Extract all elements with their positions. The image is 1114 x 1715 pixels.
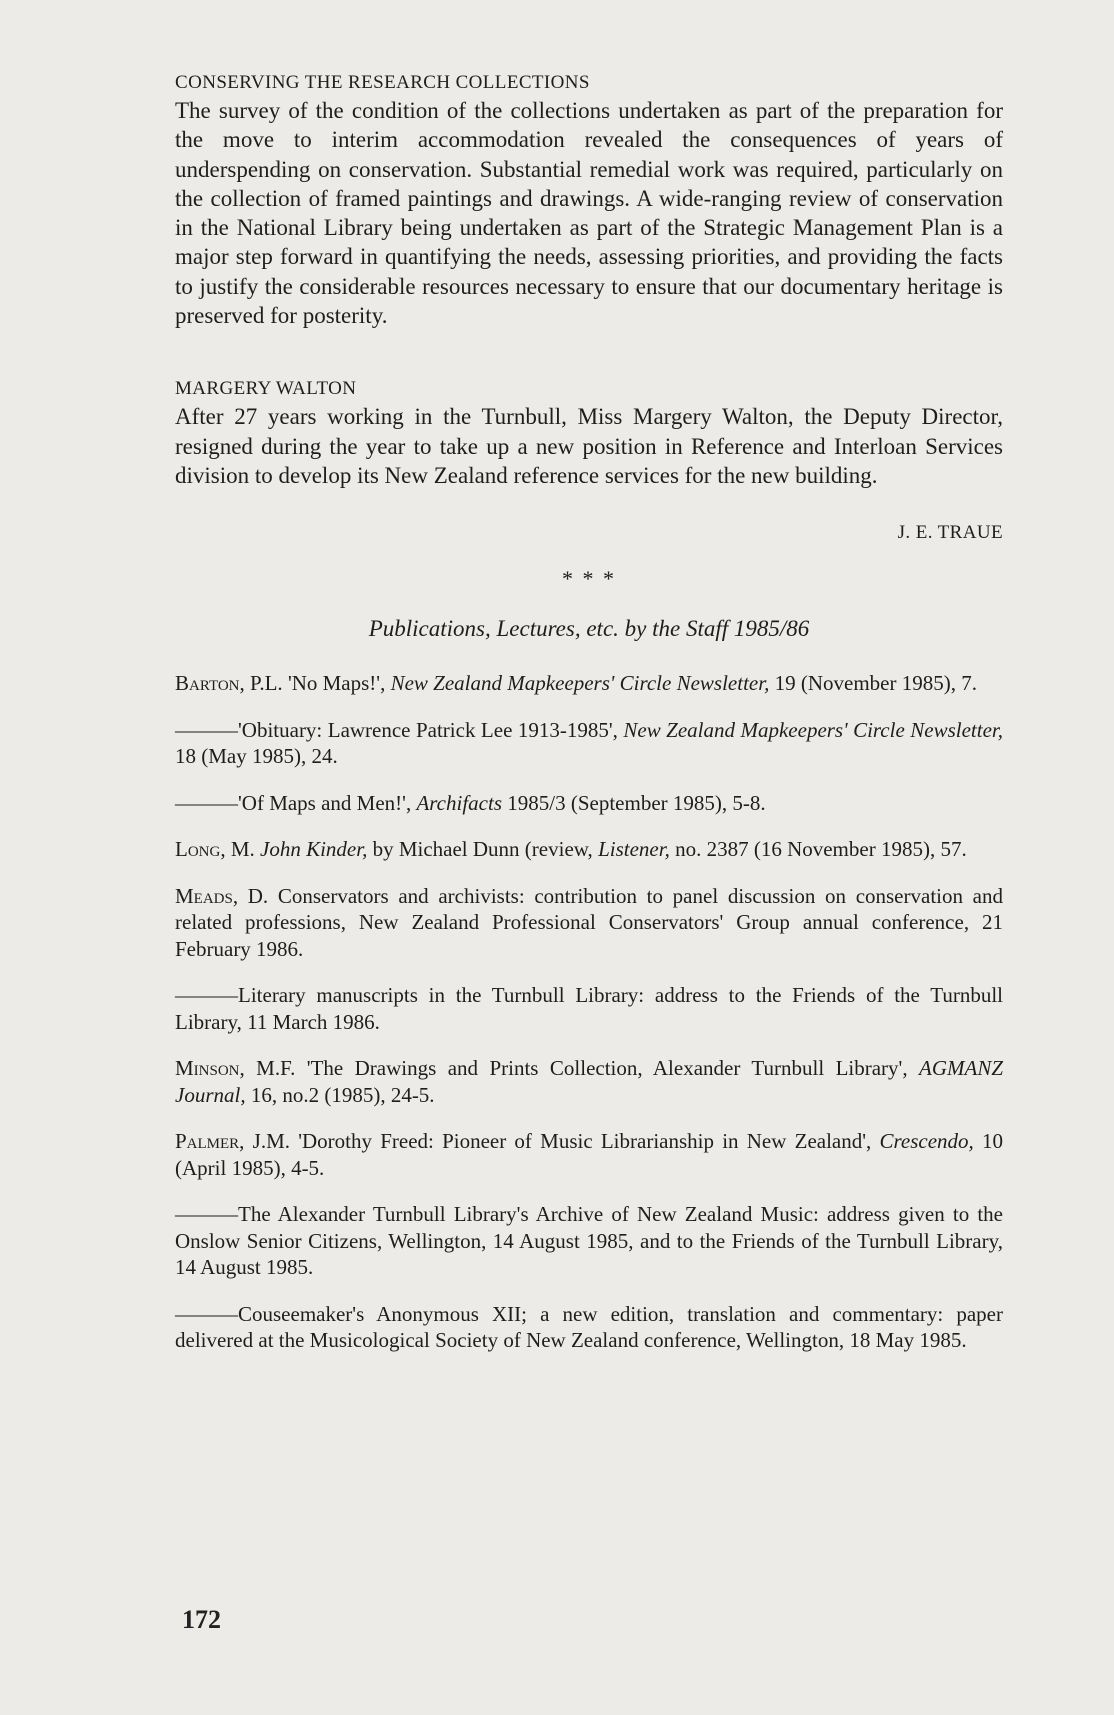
entry-title: Archifacts — [416, 790, 502, 815]
entry-author: Minson, M.F. — [175, 1056, 296, 1081]
publication-entry — [175, 836, 1003, 863]
section-separator: * * * — [562, 566, 616, 592]
entry-text: 'Dorothy Freed: Pioneer of Music Librarianship in New Zealand', — [290, 1129, 880, 1154]
entry-title: Listener, — [598, 837, 670, 862]
entry-author: Barton, P.L. — [175, 671, 283, 696]
publication-list — [175, 670, 1003, 1354]
entry-text: ———The Alexander Turnbull Library's Archive of New Zealand Music: address given to the Onslow Senior Citizens, Wellington, 14 August 1985, and to the Friends of the Turnbull Library, 14 August 1985. — [175, 1202, 1003, 1280]
page-content — [175, 70, 1003, 1374]
entry-author: Meads, D. — [175, 883, 269, 908]
publication-entry — [175, 1201, 1003, 1281]
entry-text: 'No Maps!', — [282, 671, 391, 696]
entry-text: 16, no.2 (1985), 24-5. — [245, 1082, 435, 1107]
entry-text: 'The Drawings and Prints Collection, Alexander Turnbull Library', — [295, 1056, 919, 1081]
entry-title: AGMANZ Journal, — [175, 1056, 1003, 1107]
publication-entry — [175, 982, 1003, 1035]
section-conserving — [175, 70, 1003, 330]
section-walton — [175, 376, 1003, 490]
entry-author: Long, M. — [175, 837, 255, 862]
entry-title: New Zealand Mapkeepers' Circle Newsletter, — [390, 671, 770, 696]
publication-entry — [175, 1301, 1003, 1354]
entry-title: John Kinder, — [260, 837, 368, 862]
publication-entry — [175, 790, 1003, 817]
section-body: After 27 years working in the Turnbull, Miss Margery Walton, the Deputy Director, resigned during the year to take up a new position in Reference and Interloan Services division to develop its New Zealand reference services for the new building. — [175, 404, 1003, 488]
entry-text: 18 (May 1985), 24. — [175, 744, 338, 769]
publication-entry — [175, 717, 1003, 770]
publications-heading: Publications, Lectures, etc. by the Staff 1985/86 — [368, 616, 810, 642]
entry-text: ———'Obituary: Lawrence Patrick Lee 1913-1985', — [175, 717, 624, 742]
entry-title: Crescendo, — [879, 1129, 974, 1154]
publication-entry — [175, 1128, 1003, 1181]
publication-entry — [175, 883, 1003, 963]
section-heading: CONSERVING THE RESEARCH COLLECTIONS — [175, 72, 590, 93]
section-heading: MARGERY WALTON — [175, 378, 357, 400]
entry-text: ———Literary manuscripts in the Turnbull Library: address to the Friends of the Turnbull Library, 11 March 1986. — [175, 983, 1003, 1034]
entry-text: 19 (November 1985), 7. — [769, 671, 977, 696]
entry-text: ———Couseemaker's Anonymous XII; a new edition, translation and commentary: paper delivered at the Musicological Society of New Zealand conference, Wellington, 18 May 1985. — [175, 1301, 1003, 1353]
entry-author: Palmer, J.M. — [175, 1129, 290, 1154]
entry-text: by Michael Dunn (review, — [367, 837, 599, 862]
publication-entry — [175, 670, 1003, 697]
page-number: 172 — [182, 1605, 221, 1634]
entry-text: ———'Of Maps and Men!', — [175, 790, 417, 815]
entry-text: Conservators and archivists: contribution to panel discussion on conservation and related professions, New Zealand Professional Conservators' Group annual conference, 21 February 1986. — [175, 883, 1003, 961]
entry-text: 10 (April 1985), 4-5. — [175, 1129, 1004, 1180]
author-signature: J. E. TRAUE — [897, 522, 1003, 544]
section-body: The survey of the condition of the collections undertaken as part of the preparation for the move to interim accommodation revealed the consequences of years of underspending on conservation. Substantial remedial work was required, particularly on the collection of framed paintings and drawings. A wide-ranging review of conservation in the National Library being undertaken as part of the Strategic Management Plan is a major step forward in quantifying the needs, assessing priorities, and providing the facts to justify the considerable resources necessary to ensure that our documentary heritage is preserved for posterity. — [175, 98, 1003, 329]
entry-text: no. 2387 (16 November 1985), 57. — [669, 837, 967, 862]
entry-text: 1985/3 (September 1985), 5-8. — [502, 790, 766, 815]
publication-entry — [175, 1055, 1003, 1108]
entry-title: New Zealand Mapkeepers' Circle Newsletter, — [623, 717, 1003, 742]
